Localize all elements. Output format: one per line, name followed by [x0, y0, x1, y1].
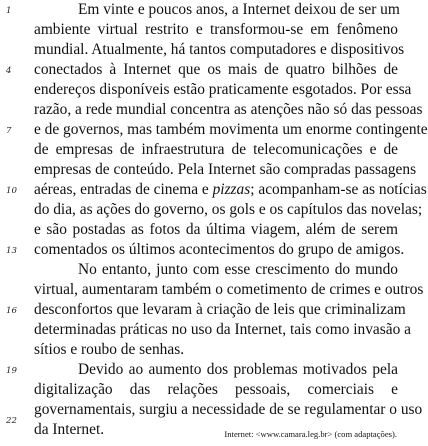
line-number: 13	[6, 246, 17, 256]
text-line: da Internet.	[34, 421, 105, 438]
text-line: razão, a rede mundial concentra as atenções não só das pessoas	[34, 101, 423, 118]
text-line: determinadas práticas no uso da Internet, tais como invasão a	[34, 321, 411, 338]
text-line: desconfortos que levaram à criação de leis que criminalizam	[34, 301, 406, 318]
text-line: e de governos, mas também movimenta um enorme contingente	[34, 121, 428, 138]
line-number: 7	[6, 126, 12, 136]
source-citation: Internet: <www.camara.leg.br> (com adaptações).	[224, 429, 397, 439]
text-line: de empresas de infraestrutura de telecomunicações e de	[34, 141, 398, 158]
text-line: e são postadas as fotos da última viagem, além de serem	[34, 221, 398, 238]
italic-word: pizzas	[212, 181, 251, 198]
text-line: endereços disponíveis estão praticamente esgotados. Por essa	[34, 81, 412, 98]
text-line: ambiente virtual restrito e transformou-se em fenômeno	[34, 21, 398, 38]
text-line: aéreas, entradas de cinema e pizzas; acompanham-se as notícias	[34, 181, 427, 198]
text-line: empresas de conteúdo. Pela Internet são compradas passagens	[34, 161, 417, 178]
line-number: 10	[6, 186, 17, 196]
line-number: 1	[6, 6, 12, 16]
line-number: 22	[6, 416, 17, 426]
text-line: virtual, aumentaram também o cometimento de crimes e outros	[34, 281, 424, 298]
text-line: mundial. Atualmente, há tantos computadores e dispositivos	[34, 41, 405, 58]
text-line: comentados os últimos acontecimentos do grupo de amigos.	[34, 241, 405, 258]
text-line: governamentais, surgiu a necessidade de se regulamentar o uso	[34, 401, 423, 418]
text-line: No entanto, junto com esse crescimento do mundo	[78, 261, 398, 278]
line-number: 16	[6, 306, 17, 316]
line-number: 4	[6, 66, 12, 76]
text-line: digitalização das relações pessoais, comerciais e	[34, 381, 398, 398]
text-line: Em vinte e poucos anos, a Internet deixou de ser um	[78, 1, 400, 18]
line-number: 19	[6, 366, 17, 376]
text-line: Devido ao aumento dos problemas motivados pela	[78, 361, 398, 378]
text-line: sítios e roubo de senhas.	[34, 341, 185, 358]
text-line: conectados à Internet que os mais de quatro bilhões de	[34, 61, 398, 78]
text-line: do dia, as ações do governo, os gols e os capítulos das novelas;	[34, 201, 423, 218]
